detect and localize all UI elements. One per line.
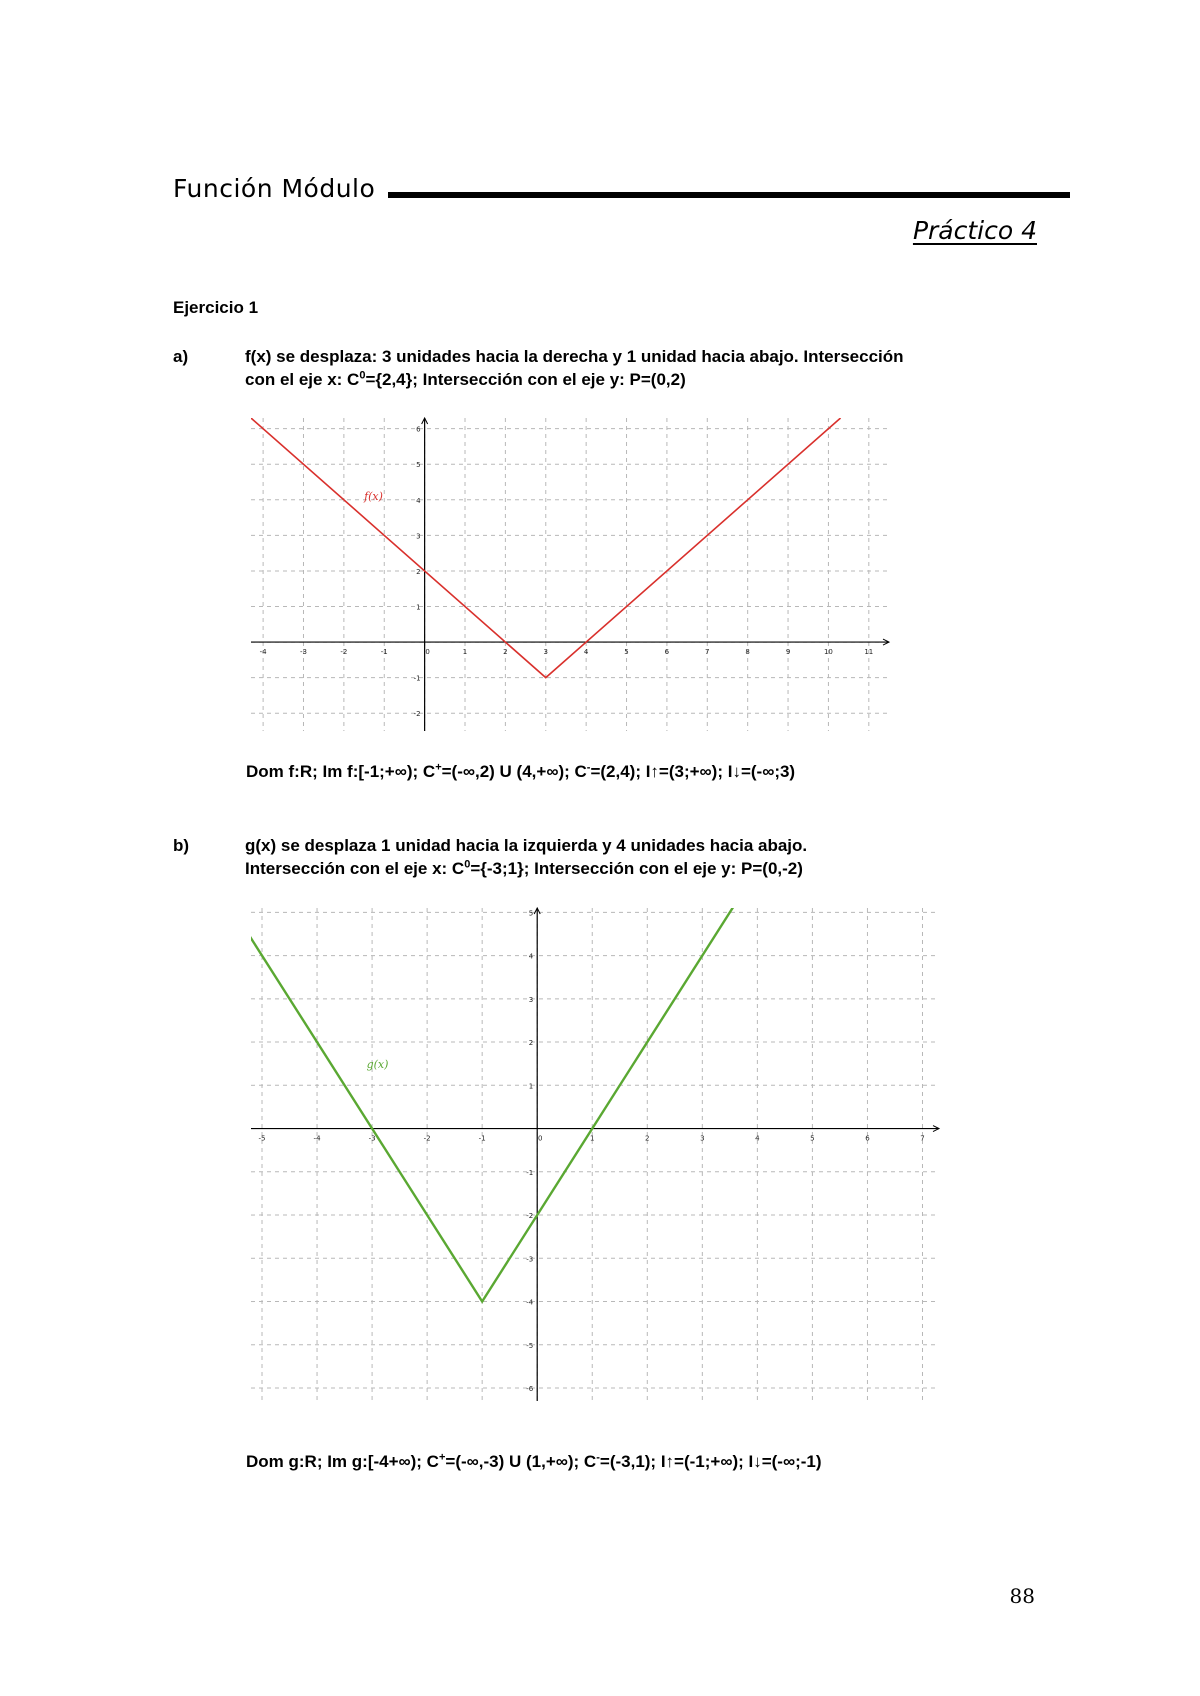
y-tick-label: 1	[416, 603, 421, 612]
y-tick-label: 3	[416, 532, 421, 541]
y-tick-label: 2	[416, 567, 421, 576]
x-tick-label: -3	[368, 1134, 376, 1143]
header-rule	[388, 192, 1070, 198]
x-tick-label: -2	[340, 648, 348, 657]
y-tick-label: 4	[528, 952, 534, 961]
x-tick-label: -3	[300, 648, 307, 657]
x-tick-label: -2	[423, 1134, 431, 1143]
x-tick-label: 0	[537, 1134, 543, 1143]
part-b-label: b)	[173, 836, 190, 855]
y-tick-label: 1	[528, 1082, 534, 1091]
x-tick-label: 1	[590, 1134, 595, 1143]
chapter-title: Función Módulo	[173, 174, 376, 203]
function-label: g(x)	[366, 1058, 389, 1072]
page-number: 88	[1009, 1584, 1035, 1608]
y-tick-label: -3	[526, 1255, 534, 1264]
x-tick-label: -4	[313, 1134, 321, 1143]
x-tick-label: 6	[865, 1134, 870, 1143]
graph-g	[245, 902, 945, 1407]
y-tick-label: -2	[413, 710, 421, 719]
y-tick-label: 5	[528, 909, 534, 918]
x-tick-label: 2	[503, 648, 508, 657]
x-tick-label: 0	[425, 648, 430, 657]
x-tick-label: 5	[810, 1134, 815, 1143]
graph-f	[245, 412, 895, 737]
x-tick-label: 3	[543, 648, 549, 657]
x-tick-label: 8	[745, 648, 750, 657]
practice-title: Práctico 4	[912, 216, 1037, 245]
y-tick-label: 3	[528, 995, 534, 1004]
y-tick-label: -1	[526, 1168, 534, 1177]
x-tick-label: 10	[823, 648, 833, 657]
exercise-title: Ejercicio 1	[173, 298, 259, 317]
part-a-line2: con el eje x: $C^0=\{2,4\}$; Intersección con el eje y: P=(0,2)	[245, 369, 686, 389]
y-tick-label: 4	[416, 496, 421, 505]
y-tick-label: -5	[526, 1341, 534, 1350]
y-tick-label: -4	[526, 1298, 534, 1307]
x-tick-label: -1	[380, 648, 388, 657]
x-tick-label: -4	[259, 648, 267, 657]
y-tick-label: -1	[413, 674, 421, 683]
x-tick-label: 1	[462, 648, 468, 657]
x-tick-label: 6	[664, 648, 670, 657]
y-tick-label: -2	[526, 1212, 534, 1221]
y-tick-label: -6	[526, 1385, 534, 1394]
x-tick-label: -1	[478, 1134, 486, 1143]
x-tick-label: 7	[920, 1134, 925, 1143]
x-tick-label: 3	[700, 1134, 705, 1143]
part-a-line1: f(x) se desplaza: 3 unidades hacia la derecha y 1 unidad hacia abajo. Intersección	[245, 347, 904, 366]
x-tick-label: 11	[864, 648, 874, 657]
function-label: f(x)	[364, 489, 383, 503]
x-tick-label: 9	[785, 648, 791, 657]
x-tick-label: 2	[645, 1134, 650, 1143]
part-b-result: Dom g:R; Im g:[-4+∞); C+=(-∞,-3) U (1,+∞); C-=(-3,1); I↑=(-1;+∞); I↓=(-∞;-1)	[246, 1451, 822, 1471]
part-a-result: Dom f:R; Im f:[-1;+∞); C+=(-∞,2) U (4,+∞); C-=(2,4); I↑=(3;+∞); I↓=(-∞;3)	[246, 761, 796, 781]
y-tick-label: 6	[416, 425, 421, 434]
x-tick-label: 5	[624, 648, 629, 657]
series-line-gx	[245, 904, 735, 1302]
part-b-line2: Intersección con el eje x: $C^0=\{-3;1\}$; Intersección con el eje y: P=(0,-2)	[245, 858, 803, 878]
part-b-line1: g(x) se desplaza 1 unidad hacia la izquierda y 4 unidades hacia abajo.	[245, 836, 808, 855]
x-tick-label: -5	[258, 1134, 266, 1143]
x-tick-label: 7	[705, 648, 710, 657]
y-tick-label: 2	[528, 1039, 534, 1048]
x-tick-label: 4	[755, 1134, 760, 1143]
x-tick-label: 4	[583, 648, 589, 657]
y-tick-label: 5	[416, 461, 421, 470]
part-a-label: a)	[173, 347, 189, 366]
